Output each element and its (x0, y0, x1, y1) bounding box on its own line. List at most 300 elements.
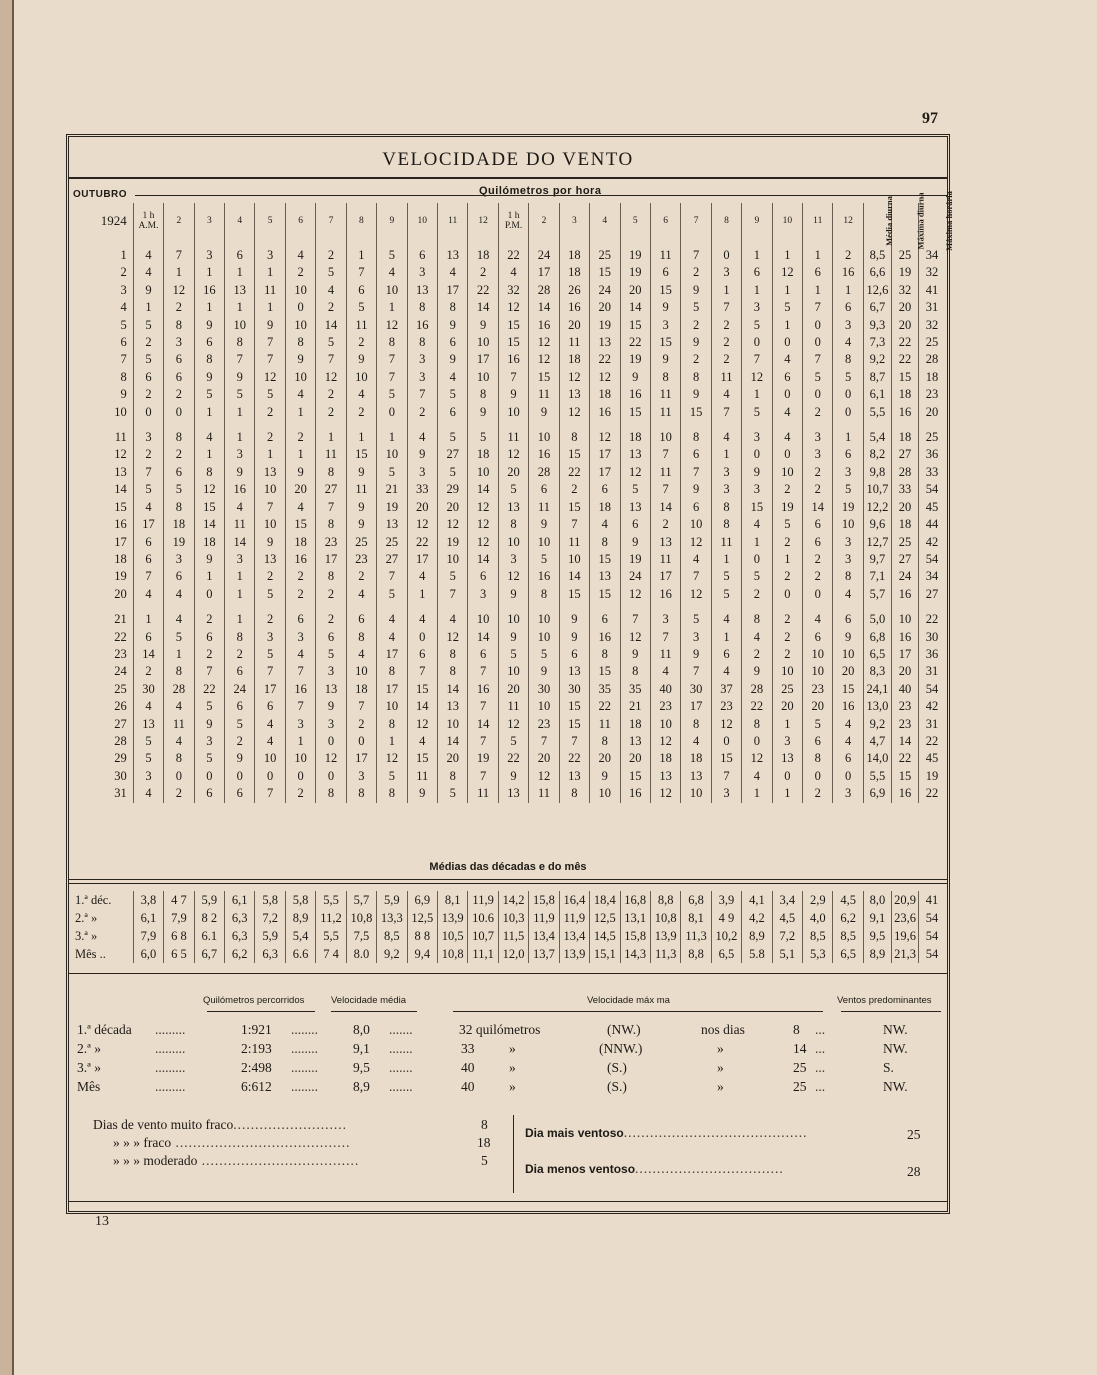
hour-value-cell: 7 (255, 663, 285, 680)
hour-value-cell: 5 (377, 247, 407, 264)
hour-value-cell: 4 (133, 785, 163, 802)
hour-value-cell: 27 (437, 446, 467, 463)
summary-dots: ....... (389, 1079, 413, 1094)
medias-value-cell: 18,4 (590, 891, 620, 909)
hour-value-cell: 10 (346, 663, 376, 680)
hour-value-cell: 13 (559, 768, 589, 785)
hour-value-cell: 5 (529, 646, 559, 663)
hour-value-cell: 3 (711, 464, 741, 481)
hour-value-cell: 6 (225, 663, 255, 680)
day-cell: 23 (114, 646, 127, 661)
gap-cell (468, 239, 498, 247)
hour-value-cell: 5 (437, 785, 467, 802)
hour-value-cell: 5 (437, 568, 467, 585)
hour-value-cell: 5 (133, 733, 163, 750)
summary-value-cell: 54 (919, 551, 945, 568)
hour-value-cell: 6 (255, 698, 285, 715)
hour-value-cell: 4 (285, 499, 315, 516)
hour-value-cell: 6 (316, 629, 346, 646)
hour-value-cell: 0 (316, 768, 346, 785)
hour-value-cell: 30 (133, 681, 163, 698)
hour-value-cell: 5 (133, 750, 163, 767)
hour-value-cell: 28 (742, 681, 772, 698)
hour-value-cell: 10 (255, 481, 285, 498)
summary-value-cell: 32 (919, 317, 945, 334)
hour-value-cell: 28 (529, 464, 559, 481)
medias-value-cell: 13,4 (559, 927, 589, 945)
day-cell: 16 (114, 517, 127, 532)
medias-value-cell: 11,9 (559, 909, 589, 927)
hour-value-cell: 4 (681, 733, 711, 750)
summary-value-cell: 9,8 (863, 464, 891, 481)
hour-value-cell: 17 (377, 646, 407, 663)
hour-value-cell: 15 (559, 698, 589, 715)
hour-value-cell: 6 (133, 369, 163, 386)
hour-value-cell: 2 (803, 568, 833, 585)
hour-value-cell: 11 (225, 516, 255, 533)
hour-value-cell: 3 (742, 429, 772, 446)
hour-value-cell: 9 (468, 317, 498, 334)
gap-cell (650, 603, 680, 611)
medias-value-cell: 5,9 (377, 891, 407, 909)
hour-value-cell: 9 (346, 464, 376, 481)
hour-value-cell: 9 (681, 481, 711, 498)
hour-value-cell: 5 (620, 481, 650, 498)
hour-value-cell: 2 (316, 611, 346, 628)
gap-cell (133, 239, 163, 247)
hour-value-cell: 8 (225, 334, 255, 351)
summary-value-cell: 30 (919, 629, 945, 646)
hour-value-cell: 15 (620, 317, 650, 334)
day-cell: 30 (114, 768, 127, 783)
summary-value-cell: 24,1 (863, 681, 891, 698)
hour-value-cell: 10 (437, 551, 467, 568)
hour-value-cell: 3 (803, 446, 833, 463)
hour-value-cell: 7 (742, 351, 772, 368)
summary-value-cell: 9,2 (863, 351, 891, 368)
summary-value-cell: 19 (892, 264, 919, 281)
summary-max: 32 quilómetros (459, 1022, 541, 1037)
hour-header: 8 (346, 203, 376, 239)
hour-value-cell: 1 (285, 446, 315, 463)
dia-menos-ventoso-value: 28 (907, 1164, 921, 1179)
hour-value-cell: 12 (498, 716, 528, 733)
hour-value-cell: 15 (559, 446, 589, 463)
summary-value-cell: 6,5 (863, 646, 891, 663)
hour-value-cell: 11 (650, 551, 680, 568)
gap-cell (803, 421, 833, 429)
medias-value-cell: 4,1 (742, 891, 772, 909)
hour-value-cell: 8 (681, 369, 711, 386)
hour-value-cell: 7 (468, 663, 498, 680)
summary-value-cell: 23 (919, 386, 945, 403)
hour-value-cell: 9 (468, 404, 498, 421)
hour-value-cell: 3 (498, 551, 528, 568)
hour-value-cell: 1 (346, 429, 376, 446)
summary-dots: ........ (291, 1079, 318, 1094)
hour-header: 10 (407, 203, 437, 239)
hour-value-cell: 9 (285, 351, 315, 368)
summary-dias-label: » (717, 1041, 724, 1056)
summary-value-cell: 31 (919, 663, 945, 680)
hour-value-cell: 12 (650, 785, 680, 802)
summary-value-cell: 33 (892, 481, 919, 498)
summary-dias-label: » (717, 1060, 724, 1075)
hour-value-cell: 15 (559, 716, 589, 733)
medias-value-cell: 7,9 (133, 927, 163, 945)
hour-value-cell: 0 (742, 446, 772, 463)
hour-value-cell: 4 (194, 429, 224, 446)
medias-value-cell: 6.6 (285, 945, 315, 963)
hour-value-cell: 14 (437, 733, 467, 750)
dias-muito-fraco-label: Dias de vento muito fraco (93, 1117, 234, 1132)
hour-value-cell: 14 (468, 481, 498, 498)
hour-value-cell: 15 (620, 768, 650, 785)
gap-cell (529, 603, 559, 611)
medias-row (71, 909, 945, 927)
hour-value-cell: 37 (711, 681, 741, 698)
summary-value-cell: 18 (892, 386, 919, 403)
hour-value-cell: 2 (285, 429, 315, 446)
summary-dots: ... (815, 1060, 826, 1075)
medias-value-cell: 6,9 (407, 891, 437, 909)
hour-value-cell: 7 (255, 499, 285, 516)
velocidade-maxima-header: Velocidade máx ma (587, 995, 670, 1006)
hour-value-cell: 6 (164, 464, 194, 481)
hour-value-cell: 11 (468, 785, 498, 802)
hour-value-cell: 0 (772, 586, 802, 603)
table-row (71, 768, 945, 785)
hour-value-cell: 5 (225, 716, 255, 733)
medias-value-cell: 5.8 (742, 945, 772, 963)
hour-value-cell: 9 (650, 299, 680, 316)
hour-value-cell: 9 (833, 629, 863, 646)
hour-value-cell: 12 (377, 750, 407, 767)
hour-value-cell: 7 (285, 663, 315, 680)
hour-value-cell: 9 (407, 785, 437, 802)
table-gap (71, 421, 945, 429)
hour-value-cell: 1 (742, 785, 772, 802)
hour-value-cell: 12 (498, 568, 528, 585)
hour-value-cell: 4 (437, 369, 467, 386)
hour-value-cell: 7 (255, 334, 285, 351)
table-row (71, 429, 945, 446)
hour-value-cell: 2 (164, 785, 194, 802)
hour-value-cell: 8 (164, 317, 194, 334)
hour-value-cell: 6 (164, 568, 194, 585)
summary-value-cell: 22 (892, 334, 919, 351)
gap-cell (711, 421, 741, 429)
hour-value-cell: 3 (742, 299, 772, 316)
hour-value-cell: 11 (650, 386, 680, 403)
gap-cell (742, 603, 772, 611)
hour-value-cell: 4 (772, 429, 802, 446)
hour-header: 6 (285, 203, 315, 239)
hour-value-cell: 4 (164, 698, 194, 715)
medias-value-cell: 8,5 (377, 927, 407, 945)
hour-value-cell: 4 (164, 586, 194, 603)
hour-value-cell: 8 (681, 716, 711, 733)
summary-dots: ......... (155, 1079, 186, 1094)
summary-label: 2.ª » (77, 1041, 101, 1056)
summary-value-cell: 7,3 (863, 334, 891, 351)
hour-header: 12 (468, 203, 498, 239)
hour-value-cell: 6 (803, 534, 833, 551)
hour-value-cell: 1 (711, 446, 741, 463)
hour-value-cell: 12 (468, 534, 498, 551)
hour-value-cell: 30 (529, 681, 559, 698)
hour-value-cell: 3 (285, 716, 315, 733)
gap-cell (833, 421, 863, 429)
hour-value-cell: 23 (650, 698, 680, 715)
hour-value-cell: 1 (772, 282, 802, 299)
hour-value-cell: 4 (285, 247, 315, 264)
summary-value-cell: 5,4 (863, 429, 891, 446)
summary-value-cell: 6,8 (863, 629, 891, 646)
day-cell: 6 (120, 335, 127, 350)
gap-cell (863, 603, 891, 611)
hour-value-cell: 16 (225, 481, 255, 498)
hour-value-cell: 10 (255, 750, 285, 767)
medias-value-cell: 8,8 (681, 945, 711, 963)
summary-dia: 8 (793, 1022, 800, 1037)
day-cell: 10 (114, 404, 127, 419)
hour-value-cell: 10 (285, 750, 315, 767)
hour-value-cell: 13 (559, 663, 589, 680)
summary-value-cell: 8,7 (863, 369, 891, 386)
hour-value-cell: 11 (559, 334, 589, 351)
medias-value-cell: 5,1 (772, 945, 802, 963)
hour-value-cell: 3 (255, 247, 285, 264)
summary-value-cell: 6,6 (863, 264, 891, 281)
hour-value-cell: 2 (316, 586, 346, 603)
medias-value-cell: 6,1 (133, 909, 163, 927)
hour-value-cell: 8 (803, 750, 833, 767)
hour-value-cell: 29 (437, 481, 467, 498)
medias-value-cell: 9,4 (407, 945, 437, 963)
hour-value-cell: 3 (164, 551, 194, 568)
hour-value-cell: 7 (681, 568, 711, 585)
summary-value-cell: 13,0 (863, 698, 891, 715)
book-binding-edge (0, 0, 14, 1375)
hour-value-cell: 16 (194, 282, 224, 299)
year-header: 1924 (100, 213, 127, 228)
hour-value-cell: 20 (803, 698, 833, 715)
gap-cell (559, 239, 589, 247)
hour-value-cell: 7 (711, 299, 741, 316)
hour-value-cell: 11 (529, 499, 559, 516)
summary-value-cell: 9,2 (863, 716, 891, 733)
table-gap (71, 603, 945, 611)
medias-value-cell: 10,3 (498, 909, 528, 927)
summary-value-cell: 12,2 (863, 499, 891, 516)
hour-value-cell: 1 (225, 429, 255, 446)
hour-value-cell: 5 (133, 351, 163, 368)
gap-cell (650, 239, 680, 247)
hour-value-cell: 4 (346, 386, 376, 403)
hour-value-cell: 0 (164, 404, 194, 421)
hour-header: 9 (377, 203, 407, 239)
summary-value-cell: 5,7 (863, 586, 891, 603)
gap-cell (650, 421, 680, 429)
hour-value-cell: 3 (133, 768, 163, 785)
hour-value-cell: 3 (255, 629, 285, 646)
hour-value-cell: 12 (437, 629, 467, 646)
table-row (71, 568, 945, 585)
summary-value-cell: 20 (919, 404, 945, 421)
hour-value-cell: 8 (164, 663, 194, 680)
hour-value-cell: 7 (681, 247, 711, 264)
hour-value-cell: 9 (742, 663, 772, 680)
medias-value-cell: 5,9 (194, 891, 224, 909)
hour-value-cell: 12 (711, 716, 741, 733)
hour-value-cell: 0 (407, 629, 437, 646)
hour-header: 7 (681, 203, 711, 239)
hour-value-cell: 22 (559, 750, 589, 767)
table-row (71, 404, 945, 421)
summary-dia: 25 (793, 1079, 807, 1094)
hour-value-cell: 10 (803, 663, 833, 680)
hour-value-cell: 9 (681, 646, 711, 663)
hour-value-cell: 1 (194, 264, 224, 281)
day-cell: 25 (114, 681, 127, 696)
medias-value-cell: 8,1 (437, 891, 467, 909)
medias-value-cell: 11,3 (650, 945, 680, 963)
medias-value-cell: 5,5 (316, 927, 346, 945)
hour-value-cell: 1 (255, 264, 285, 281)
summary-value-cell: 20 (892, 317, 919, 334)
summary-value-cell: 28 (919, 351, 945, 368)
hour-value-cell: 2 (681, 351, 711, 368)
summary-header-text: Máxima diurna (915, 192, 926, 249)
hour-value-cell: 5 (255, 386, 285, 403)
hour-value-cell: 23 (346, 551, 376, 568)
gap-cell (407, 239, 437, 247)
hourly-wind-body (71, 239, 945, 803)
summary-dir: (NNW.) (599, 1041, 643, 1056)
summary-dots: ....... (389, 1022, 413, 1037)
hour-value-cell: 19 (833, 499, 863, 516)
hour-value-cell: 16 (620, 785, 650, 802)
summary-value-cell: 42 (919, 534, 945, 551)
hour-value-cell: 9 (681, 386, 711, 403)
hour-value-cell: 5 (316, 264, 346, 281)
hour-value-cell: 20 (529, 750, 559, 767)
summary-value-cell: 16 (892, 785, 919, 802)
medias-value-cell: 5,9 (255, 927, 285, 945)
hour-value-cell: 1 (742, 534, 772, 551)
hour-value-cell: 7 (133, 568, 163, 585)
hour-value-cell: 4 (833, 733, 863, 750)
summary-max-mark: » (509, 1079, 516, 1094)
summary-value-cell: 36 (919, 646, 945, 663)
medias-summary-cell: 9,1 (863, 909, 891, 927)
hour-value-cell: 32 (498, 282, 528, 299)
hour-value-cell: 3 (407, 464, 437, 481)
hour-value-cell: 2 (225, 733, 255, 750)
hour-value-cell: 20 (407, 499, 437, 516)
hour-value-cell: 3 (681, 629, 711, 646)
table-row (71, 646, 945, 663)
dias-moderado-label: » » » moderado (113, 1153, 198, 1168)
medias-value-cell: 16,8 (620, 891, 650, 909)
hour-value-cell: 0 (772, 446, 802, 463)
medias-value-cell: 10,7 (468, 927, 498, 945)
summary-dots: ... (815, 1079, 826, 1094)
hour-value-cell: 7 (225, 351, 255, 368)
hour-value-cell: 1 (285, 404, 315, 421)
hour-value-cell: 0 (803, 586, 833, 603)
hour-value-cell: 9 (194, 551, 224, 568)
hour-value-cell: 16 (590, 629, 620, 646)
hour-value-cell: 4 (407, 611, 437, 628)
hour-value-cell: 2 (650, 516, 680, 533)
hour-value-cell: 30 (681, 681, 711, 698)
hour-value-cell: 5 (437, 386, 467, 403)
hour-value-cell: 10 (437, 716, 467, 733)
summary-dia: 25 (793, 1060, 807, 1075)
medias-value-cell: 4,5 (833, 891, 863, 909)
table-row (71, 369, 945, 386)
hour-value-cell: 8 (316, 516, 346, 533)
gap-cell (225, 421, 255, 429)
hour-value-cell: 6 (529, 481, 559, 498)
hour-value-cell: 12 (407, 716, 437, 733)
summary-value-cell: 4,7 (863, 733, 891, 750)
hour-value-cell: 2 (164, 446, 194, 463)
medias-value-cell: 7,5 (346, 927, 376, 945)
gap-cell (437, 421, 467, 429)
hour-value-cell: 22 (498, 247, 528, 264)
hour-value-cell: 7 (711, 404, 741, 421)
hour-value-cell: 12 (377, 317, 407, 334)
hour-value-cell: 16 (468, 681, 498, 698)
hour-value-cell: 7 (803, 351, 833, 368)
hour-value-cell: 4 (164, 733, 194, 750)
hour-value-cell: 24 (590, 282, 620, 299)
hour-value-cell: 10 (285, 282, 315, 299)
hour-value-cell: 9 (194, 369, 224, 386)
dias-fraco-row: » » » fraco ........................................ (113, 1135, 351, 1150)
hour-value-cell: 9 (498, 386, 528, 403)
hour-value-cell: 6 (833, 750, 863, 767)
hour-value-cell: 14 (529, 299, 559, 316)
units-rule (135, 195, 947, 196)
gap-cell (590, 603, 620, 611)
hour-value-cell: 15 (590, 586, 620, 603)
summary-value-cell: 14 (892, 733, 919, 750)
hour-value-cell: 0 (803, 768, 833, 785)
summary-dias-label: nos dias (701, 1022, 745, 1037)
hour-value-cell: 5 (803, 716, 833, 733)
summary-value-cell: 25 (919, 429, 945, 446)
gap-cell (772, 421, 802, 429)
hour-value-cell: 1 (803, 282, 833, 299)
medias-value-cell: 2,9 (803, 891, 833, 909)
hour-value-cell: 5 (133, 481, 163, 498)
hour-value-cell: 2 (133, 334, 163, 351)
table-row (71, 299, 945, 316)
hour-value-cell: 14 (316, 317, 346, 334)
hour-value-cell: 2 (194, 611, 224, 628)
hour-value-cell: 2 (255, 611, 285, 628)
hour-value-cell: 18 (285, 534, 315, 551)
medias-value-cell: 8.0 (346, 945, 376, 963)
hour-value-cell: 8 (742, 611, 772, 628)
hour-value-cell: 12 (772, 264, 802, 281)
dias-moderado-value: 5 (481, 1153, 488, 1168)
hour-value-cell: 0 (225, 768, 255, 785)
